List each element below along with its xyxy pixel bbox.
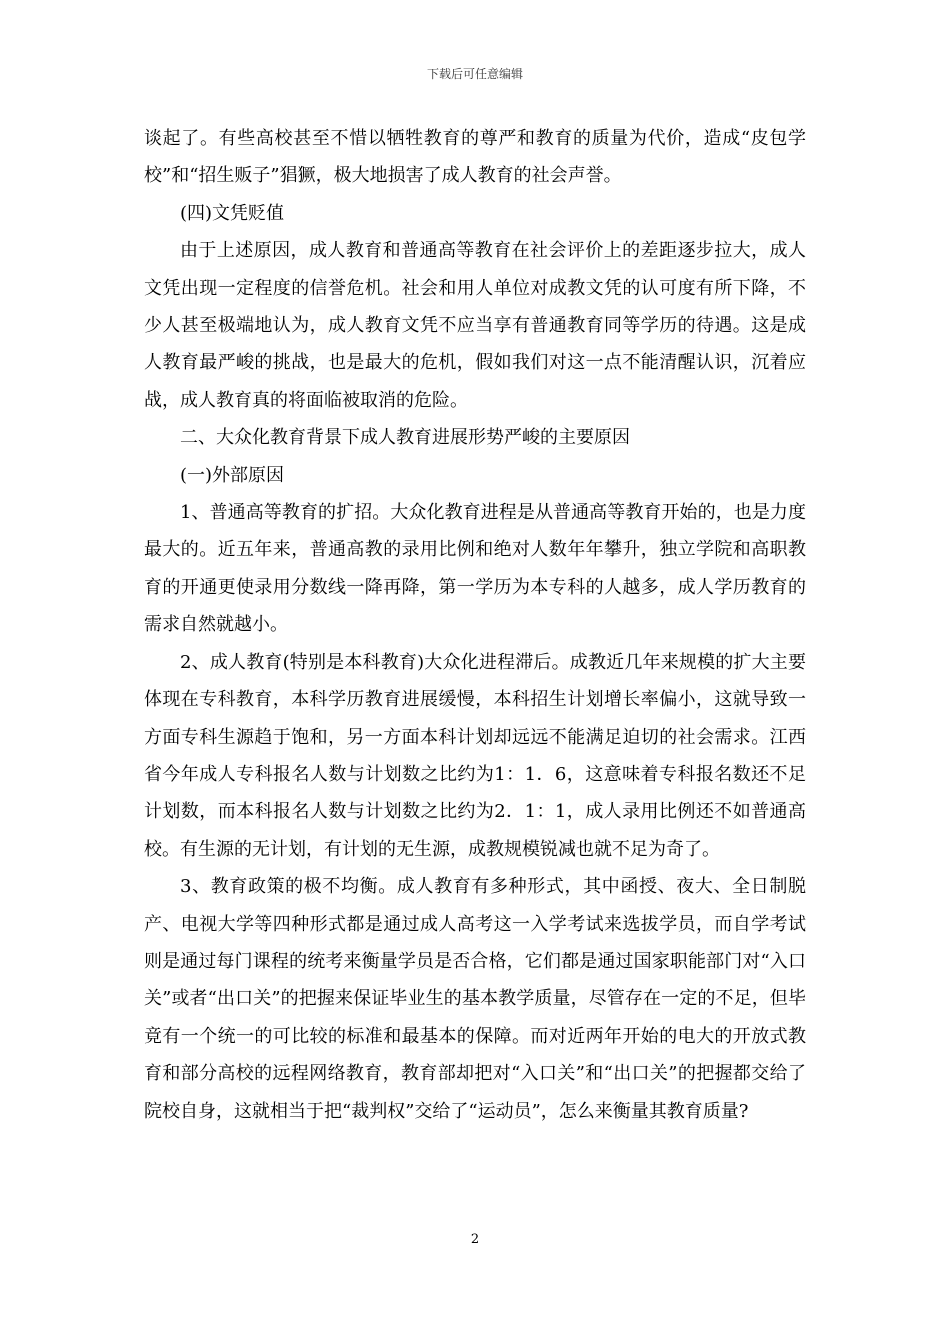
section-heading-2: 二、大众化教育背景下成人教育进展形势严峻的主要原因 bbox=[180, 427, 630, 449]
paragraph-continuation: 谈起了。有些高校甚至不惜以牺牲教育的尊严和教育的质量为代价，造成“皮包学校”和“招生贩子”猖獗，极大地损害了成人教育的社会声誉。 bbox=[144, 128, 806, 187]
page-header: 下载后可任意编辑 bbox=[426, 67, 523, 81]
section-heading-4: (四)文凭贬值 bbox=[180, 202, 285, 224]
paragraph: 1、普通高等教育的扩招。大众化教育进程是从普通高等教育开始的，也是力度最大的。近五年来，普通高教的录用比例和绝对人数年年攀升，独立学院和高职教育的开通更使录用分数线一降再降，第一学历为本专科的人越多，成人学历教育的需求自然就越小。 bbox=[144, 502, 806, 636]
page-number: 2 bbox=[470, 1232, 480, 1247]
document-body bbox=[144, 120, 806, 1130]
paragraph: 2、成人教育(特别是本科教育)大众化进程滞后。成教近几年来规模的扩大主要体现在专科教育，本科学历教育进展缓慢，本科招生计划增长率偏小，这就导致一方面专科生源趋于饱和，另一方面本科计划却远远不能满足迫切的社会需求。江西省今年成人专科报名人数与计划数之比约为1：1．6，这意味着专科报名数还不足计划数，而本科报名人数与计划数之比约为2．1：1，成人录用比例还不如普通高校。有生源的无计划，有计划的无生源，成教规模锐减也就不足为奇了。 bbox=[144, 651, 806, 860]
paragraph: 由于上述原因，成人教育和普通高等教育在社会评价上的差距逐步拉大，成人文凭出现一定程度的信誉危机。社会和用人单位对成教文凭的认可度有所下降，不少人甚至极端地认为，成人教育文凭不应当享有普通教育同等学历的待遇。这是成人教育最严峻的挑战，也是最大的危机，假如我们对这一点不能清醒认识，沉着应战，成人教育真的将面临被取消的危险。 bbox=[144, 240, 806, 411]
paragraph: 3、教育政策的极不均衡。成人教育有多种形式，其中函授、夜大、全日制脱产、电视大学等四种形式都是通过成人高考这一入学考试来选拔学员，而自学考试则是通过每门课程的统考来衡量学员是否合格，它们都是通过国家职能部门对“入口关”或者“出口关”的把握来保证毕业生的基本教学质量，尽管存在一定的不足，但毕竟有一个统一的可比较的标准和最基本的保障。而对近两年开始的电大的开放式教育和部分高校的远程网络教育，教育部却把对“入口关”和“出口关”的把握都交给了院校自身，这就相当于把“裁判权”交给了“运动员”，怎么来衡量其教育质量? bbox=[144, 876, 806, 1122]
subsection-heading-1: (一)外部原因 bbox=[180, 464, 285, 486]
